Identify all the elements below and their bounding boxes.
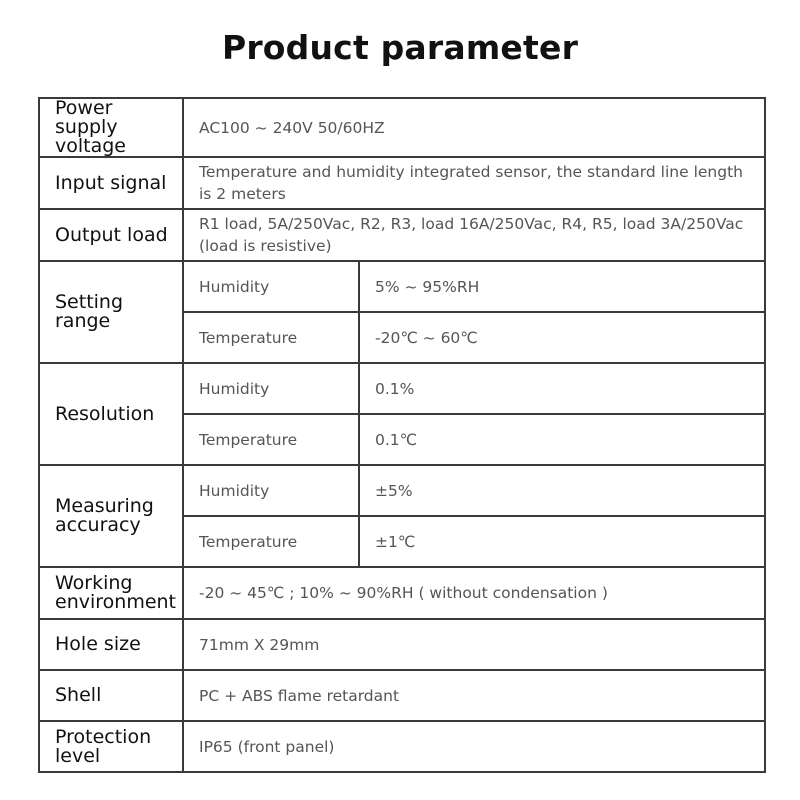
parameter-table <box>38 97 766 773</box>
output-load-value: R1 load, 5A/250Vac, R2, R3, load 16A/250Vac, R4, R5, load 3A/250Vac (load is resistive) <box>183 209 765 261</box>
power-supply-label: Power supply voltage <box>39 98 183 157</box>
protection-level-value: IP65 (front panel) <box>183 721 765 772</box>
input-signal-value: Temperature and humidity integrated sensor, the standard line length is 2 meters <box>183 157 765 209</box>
row-power-supply <box>39 98 765 157</box>
resolution-humidity-value: 0.1% <box>359 363 765 414</box>
resolution-temperature-value: 0.1℃ <box>359 414 765 465</box>
row-accuracy-humidity <box>39 465 765 516</box>
accuracy-temperature-value: ±1℃ <box>359 516 765 567</box>
hole-size-value: 71mm X 29mm <box>183 619 765 670</box>
row-resolution-humidity <box>39 363 765 414</box>
input-signal-label: Input signal <box>39 157 183 209</box>
row-setting-range-humidity <box>39 261 765 312</box>
setting-range-humidity-label: Humidity <box>183 261 359 312</box>
setting-range-temperature-value: -20℃ ~ 60℃ <box>359 312 765 363</box>
working-environment-value: -20 ~ 45℃ ; 10% ~ 90%RH ( without condensation ) <box>183 567 765 619</box>
setting-range-humidity-value: 5% ~ 95%RH <box>359 261 765 312</box>
row-protection-level <box>39 721 765 772</box>
row-working-environment <box>39 567 765 619</box>
page-title: Product parameter <box>221 28 579 67</box>
measuring-accuracy-label: Measuring accuracy <box>39 465 183 567</box>
accuracy-temperature-label: Temperature <box>183 516 359 567</box>
hole-size-label: Hole size <box>39 619 183 670</box>
resolution-label: Resolution <box>39 363 183 465</box>
setting-range-label: Setting range <box>39 261 183 363</box>
power-supply-value: AC100 ~ 240V 50/60HZ <box>183 98 765 157</box>
setting-range-temperature-label: Temperature <box>183 312 359 363</box>
working-environment-label: Working environment <box>39 567 183 619</box>
output-load-label: Output load <box>39 209 183 261</box>
row-input-signal <box>39 157 765 209</box>
row-hole-size <box>39 619 765 670</box>
resolution-temperature-label: Temperature <box>183 414 359 465</box>
protection-level-label: Protection level <box>39 721 183 772</box>
shell-label: Shell <box>39 670 183 721</box>
shell-value: PC + ABS flame retardant <box>183 670 765 721</box>
accuracy-humidity-label: Humidity <box>183 465 359 516</box>
accuracy-humidity-value: ±5% <box>359 465 765 516</box>
row-output-load <box>39 209 765 261</box>
resolution-humidity-label: Humidity <box>183 363 359 414</box>
row-shell <box>39 670 765 721</box>
